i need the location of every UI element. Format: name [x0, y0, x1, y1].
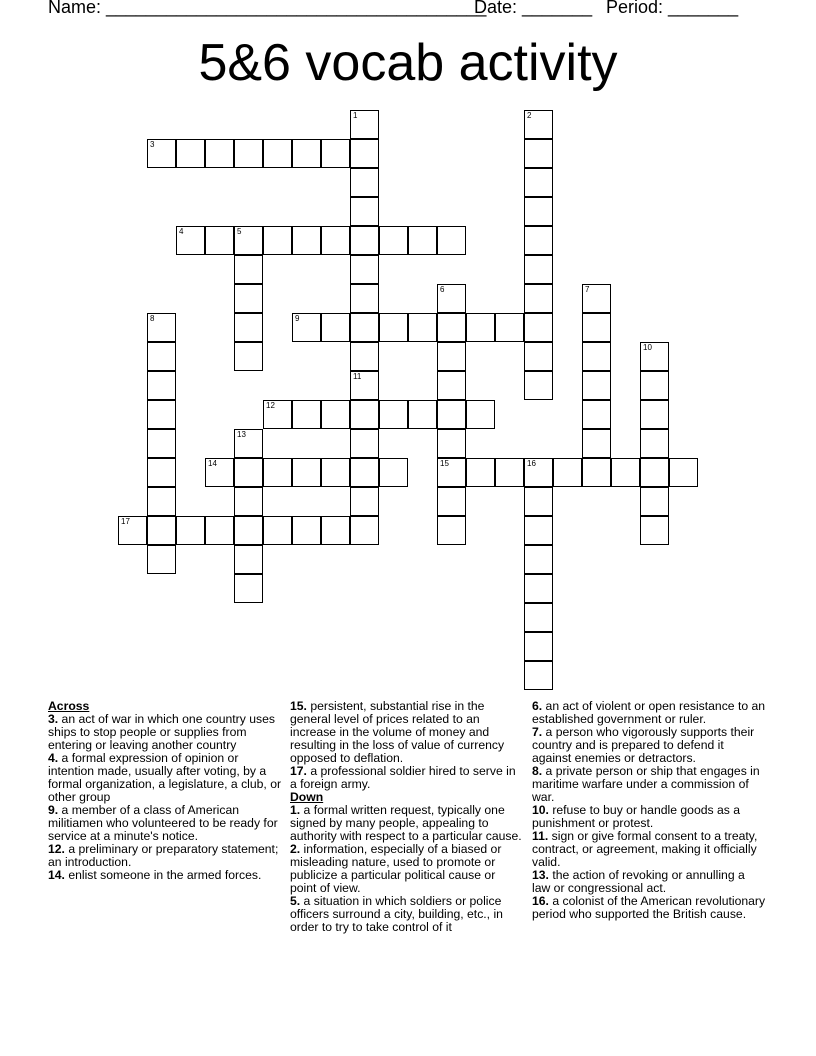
- grid-cell[interactable]: [582, 429, 611, 458]
- clue-number: 16: [527, 459, 536, 468]
- grid-cell[interactable]: [582, 342, 611, 371]
- clues-column-3: [532, 700, 766, 921]
- grid-cell[interactable]: [437, 400, 466, 429]
- grid-cell[interactable]: [147, 313, 176, 342]
- grid-cell[interactable]: [350, 139, 379, 168]
- grid-cell[interactable]: [147, 371, 176, 400]
- clue-down-11: 11. sign or give formal consent to a treaty, contract, or agreement, making it officially valid.: [532, 829, 758, 869]
- grid-cell[interactable]: [640, 487, 669, 516]
- grid-cell[interactable]: [524, 545, 553, 574]
- clue-number: 15: [440, 459, 449, 468]
- clue-across-17: 17. a professional soldier hired to serve in a foreign army.: [290, 764, 516, 791]
- grid-cell[interactable]: [466, 458, 495, 487]
- name-field[interactable]: Name: ______________________________________: [48, 0, 487, 17]
- grid-cell[interactable]: [640, 371, 669, 400]
- grid-cell[interactable]: [292, 139, 321, 168]
- grid-cell[interactable]: [495, 313, 524, 342]
- grid-cell[interactable]: [263, 139, 292, 168]
- grid-cell[interactable]: [524, 139, 553, 168]
- grid-cell[interactable]: [176, 516, 205, 545]
- grid-cell[interactable]: [263, 226, 292, 255]
- grid-cell[interactable]: [350, 371, 379, 400]
- grid-cell[interactable]: [408, 400, 437, 429]
- grid-cell[interactable]: [437, 458, 466, 487]
- grid-cell[interactable]: [350, 255, 379, 284]
- clues-column-1: [48, 700, 284, 882]
- page-title: 5&6 vocab activity: [198, 34, 618, 92]
- grid-cell[interactable]: [147, 429, 176, 458]
- grid-cell[interactable]: [234, 574, 263, 603]
- grid-cell[interactable]: [437, 429, 466, 458]
- grid-cell[interactable]: [147, 400, 176, 429]
- grid-cell[interactable]: [437, 487, 466, 516]
- grid-cell[interactable]: [234, 545, 263, 574]
- grid-cell[interactable]: [118, 516, 147, 545]
- grid-cell[interactable]: [176, 226, 205, 255]
- clue-down-1: 1. a formal written request, typically one signed by many people, appealing to authority with respect to a particular cause.: [290, 803, 522, 843]
- grid-cell[interactable]: [582, 458, 611, 487]
- grid-cell[interactable]: [234, 226, 263, 255]
- clue-down-5: 5. a situation in which soldiers or police officers surround a city, building, etc., in order to try to take control of it: [290, 894, 503, 934]
- grid-cell[interactable]: [408, 226, 437, 255]
- grid-cell[interactable]: [524, 110, 553, 139]
- grid-cell[interactable]: [524, 284, 553, 313]
- grid-cell[interactable]: [379, 458, 408, 487]
- clue-down-8: 8. a private person or ship that engages in maritime warfare under a commission of war.: [532, 764, 760, 804]
- grid-cell[interactable]: [582, 371, 611, 400]
- grid-cell[interactable]: [524, 603, 553, 632]
- grid-cell[interactable]: [321, 313, 350, 342]
- grid-cell[interactable]: [350, 168, 379, 197]
- grid-cell[interactable]: [437, 313, 466, 342]
- grid-cell[interactable]: [640, 516, 669, 545]
- grid-cell[interactable]: [611, 458, 640, 487]
- grid-cell[interactable]: [640, 458, 669, 487]
- clue-number: 11: [353, 372, 362, 381]
- grid-cell[interactable]: [147, 458, 176, 487]
- grid-cell[interactable]: [234, 139, 263, 168]
- clue-down-6: 6. an act of violent or open resistance to an established government or ruler.: [532, 699, 766, 726]
- grid-cell[interactable]: [379, 400, 408, 429]
- grid-cell[interactable]: [234, 255, 263, 284]
- grid-cell[interactable]: [350, 400, 379, 429]
- clue-across-15: 15. persistent, substantial rise in the general level of prices related to an increase in the volume of money and resulting in the loss of value of currency opposed to deflation.: [290, 699, 505, 765]
- grid-cell[interactable]: [147, 545, 176, 574]
- grid-cell[interactable]: [350, 342, 379, 371]
- clue-down-7: 7. a person who vigorously supports their country and is prepared to defend it against enemies or detractors.: [532, 725, 755, 765]
- grid-cell[interactable]: [147, 342, 176, 371]
- grid-cell[interactable]: [437, 371, 466, 400]
- grid-cell[interactable]: [321, 400, 350, 429]
- grid-cell[interactable]: [321, 226, 350, 255]
- grid-cell[interactable]: [437, 226, 466, 255]
- grid-cell[interactable]: [147, 516, 176, 545]
- grid-cell[interactable]: [234, 313, 263, 342]
- clue-across-12: 12. a preliminary or preparatory statement; an introduction.: [48, 842, 279, 869]
- grid-cell[interactable]: [408, 313, 437, 342]
- grid-cell[interactable]: [321, 516, 350, 545]
- grid-cell[interactable]: [524, 574, 553, 603]
- clue-across-4: 4. a formal expression of opinion or intention made, usually after voting, by a formal organization, a legislature, a club, or other group: [48, 751, 282, 804]
- grid-cell[interactable]: [640, 400, 669, 429]
- grid-cell[interactable]: [234, 342, 263, 371]
- clue-number: 13: [237, 430, 246, 439]
- grid-cell[interactable]: [524, 342, 553, 371]
- clue-number: 10: [643, 343, 652, 352]
- clue-down-16: 16. a colonist of the American revolutionary period who supported the British cause.: [532, 894, 766, 921]
- clue-across-9: 9. a member of a class of American militiamen who volunteered to be ready for service at a minute's notice.: [48, 803, 278, 843]
- grid-cell[interactable]: [495, 458, 524, 487]
- grid-cell[interactable]: [176, 139, 205, 168]
- grid-cell[interactable]: [640, 429, 669, 458]
- grid-cell[interactable]: [263, 516, 292, 545]
- grid-cell[interactable]: [234, 429, 263, 458]
- grid-cell[interactable]: [350, 110, 379, 139]
- grid-cell[interactable]: [292, 516, 321, 545]
- grid-cell[interactable]: [379, 313, 408, 342]
- grid-cell[interactable]: [292, 313, 321, 342]
- grid-cell[interactable]: [292, 226, 321, 255]
- grid-cell[interactable]: [292, 400, 321, 429]
- clue-number: 5: [237, 227, 242, 236]
- grid-cell[interactable]: [524, 226, 553, 255]
- clue-number: 7: [585, 285, 590, 294]
- clue-down-10: 10. refuse to buy or handle goods as a punishment or protest.: [532, 803, 741, 830]
- grid-cell[interactable]: [350, 516, 379, 545]
- grid-cell[interactable]: [524, 313, 553, 342]
- clues-column-2: [290, 700, 524, 934]
- grid-cell[interactable]: [350, 284, 379, 313]
- clue-down-13: 13. the action of revoking or annulling a law or congressional act.: [532, 868, 745, 895]
- grid-cell[interactable]: [234, 516, 263, 545]
- grid-cell[interactable]: [437, 284, 466, 313]
- grid-cell[interactable]: [669, 458, 698, 487]
- clue-number: 4: [179, 227, 184, 236]
- clue-number: 14: [208, 459, 217, 468]
- grid-cell[interactable]: [263, 458, 292, 487]
- grid-cell[interactable]: [350, 458, 379, 487]
- grid-cell[interactable]: [350, 226, 379, 255]
- grid-cell[interactable]: [350, 429, 379, 458]
- grid-cell[interactable]: [350, 487, 379, 516]
- grid-cell[interactable]: [205, 139, 234, 168]
- across-heading: Across: [48, 699, 90, 713]
- grid-cell[interactable]: [205, 226, 234, 255]
- grid-cell[interactable]: [205, 458, 234, 487]
- grid-cell[interactable]: [582, 400, 611, 429]
- grid-cell[interactable]: [524, 487, 553, 516]
- clue-across-3: 3. an act of war in which one country uses ships to stop people or supplies from entering or leaving another country: [48, 712, 275, 752]
- grid-cell[interactable]: [524, 458, 553, 487]
- grid-cell[interactable]: [292, 458, 321, 487]
- grid-cell[interactable]: [263, 400, 292, 429]
- grid-cell[interactable]: [205, 516, 234, 545]
- grid-cell[interactable]: [524, 632, 553, 661]
- grid-cell[interactable]: [553, 458, 582, 487]
- grid-cell[interactable]: [582, 313, 611, 342]
- clue-number: 3: [150, 140, 155, 149]
- clue-number: 6: [440, 285, 445, 294]
- grid-cell[interactable]: [437, 342, 466, 371]
- grid-cell[interactable]: [147, 487, 176, 516]
- grid-cell[interactable]: [350, 313, 379, 342]
- clue-number: 17: [121, 517, 130, 526]
- clue-number: 8: [150, 314, 155, 323]
- clue-number: 2: [527, 111, 532, 120]
- grid-cell[interactable]: [234, 458, 263, 487]
- grid-cell[interactable]: [321, 139, 350, 168]
- period-field[interactable]: Period: _______: [606, 0, 739, 17]
- clue-across-14: 14. enlist someone in the armed forces.: [48, 868, 262, 882]
- grid-cell[interactable]: [524, 371, 553, 400]
- grid-cell[interactable]: [524, 516, 553, 545]
- grid-cell[interactable]: [582, 284, 611, 313]
- grid-cell[interactable]: [524, 168, 553, 197]
- grid-cell[interactable]: [437, 516, 466, 545]
- grid-cell[interactable]: [379, 226, 408, 255]
- grid-cell[interactable]: [234, 284, 263, 313]
- down-heading: Down: [290, 790, 324, 804]
- grid-cell[interactable]: [147, 139, 176, 168]
- clue-down-2: 2. information, especially of a biased or misleading nature, used to promote or publicize a particular political cause or point of view.: [290, 842, 502, 895]
- clue-number: 9: [295, 314, 300, 323]
- grid-cell[interactable]: [350, 197, 379, 226]
- grid-cell[interactable]: [524, 661, 553, 690]
- grid-cell[interactable]: [466, 313, 495, 342]
- grid-cell[interactable]: [524, 255, 553, 284]
- grid-cell[interactable]: [466, 400, 495, 429]
- clue-number: 12: [266, 401, 275, 410]
- date-field[interactable]: Date: _______: [474, 0, 593, 17]
- grid-cell[interactable]: [321, 458, 350, 487]
- grid-cell[interactable]: [234, 487, 263, 516]
- clue-number: 1: [353, 111, 358, 120]
- grid-cell[interactable]: [524, 197, 553, 226]
- grid-cell[interactable]: [640, 342, 669, 371]
